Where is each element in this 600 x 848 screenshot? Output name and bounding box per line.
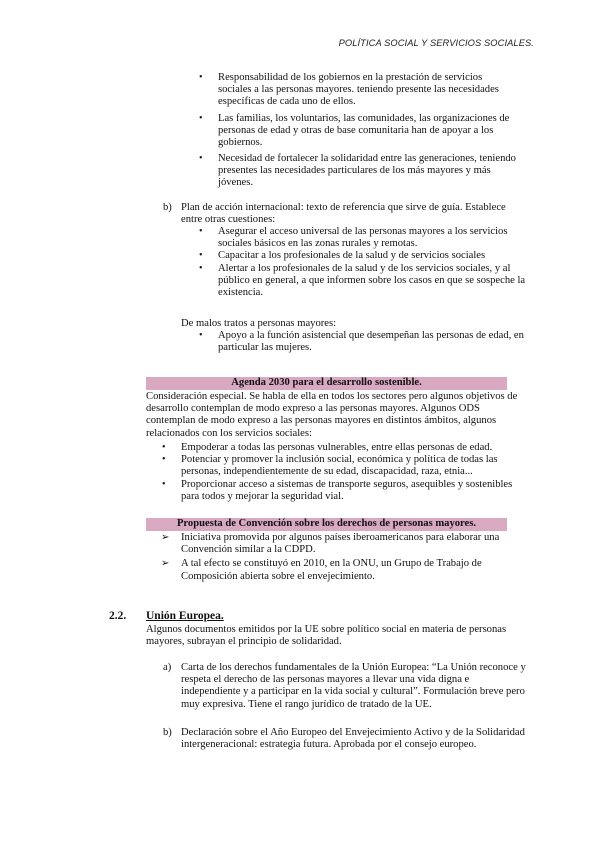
section-title: Unión Europea. (146, 610, 224, 622)
bullet-icon: • (199, 72, 203, 83)
bullet-icon: • (162, 442, 166, 453)
bullet-icon: • (162, 454, 166, 466)
propuesta-heading: Propuesta de Convención sobre los derechos de personas mayores. (146, 518, 507, 531)
agenda-bullet-list (162, 442, 516, 503)
bullet-icon: • (199, 226, 203, 237)
item-b-label: b) (163, 727, 172, 738)
bullet-icon: • (199, 262, 203, 274)
page-header: POLÍTICA SOCIAL Y SERVICIOS SOCIALES. (338, 38, 534, 48)
section-intro: Algunos documentos emitidos por la UE sobre político social en materia de personas mayores, subrayan el principio de solidaridad. (146, 624, 507, 648)
bullet-icon: • (199, 153, 203, 164)
list-item: • Las familias, los voluntarios, las comunidades, las organizaciones de personas de edad y otras de base comunitaria han de apoyar a los gobiernos. (199, 113, 510, 149)
maltrato-bullet-list (199, 330, 530, 354)
plan-intro: Plan de acción internacional: texto de referencia que sirve de guía. Establece entre otras cuestiones: (181, 202, 506, 226)
arrow-icon: ➢ (161, 558, 170, 570)
list-item: ➢ Iniciativa promovida por algunos países iberoamericanos para elaborar una Convención similar a la CDPD. (161, 532, 500, 556)
list-item: • Apoyo a la función asistencial que desempeñan las personas de edad, en particular las mujeres. (199, 330, 524, 354)
list-item: ➢ A tal efecto se constituyó en 2010, en la ONU, un Grupo de Trabajo de Composición abierta sobre el envejecimiento. (161, 558, 482, 582)
agenda-text: Consideración especial. Se habla de ella en todos los sectores pero algunos objetivos de desarrollo contemplan de modo expreso a las personas mayores. Algunos ODS contemplan de modo expreso a las personas mayores en distintos ámbitos, algunos relacionados con los servicios sociales: (146, 391, 518, 439)
list-item: • Proporcionar acceso a sistemas de transporte seguros, asequibles y sostenibles para todos y mejorar la seguridad vial. (162, 478, 513, 502)
bullet-icon: • (199, 330, 203, 341)
section-number: 2.2. (109, 610, 127, 622)
item-b-text: Declaración sobre el Año Europeo del Envejecimiento Activo y de la Solidaridad intergeneracional: estrategia futura. Aprobada por el consejo europeo. (181, 727, 525, 751)
agenda-heading: Agenda 2030 para el desarrollo sostenible. (146, 377, 507, 390)
list-item: • Alertar a los profesionales de la salud y de los servicios sociales, y al público en general, a que informen sobre los casos en que se sospeche la existencia. (199, 262, 526, 299)
bullet-icon: • (199, 113, 203, 124)
item-a-text: Carta de los derechos fundamentales de la Unión Europea: “La Unión reconoce y respeta el derecho de las personas mayores a llevar una vida digna e independiente y a participar en la vida social y cultural”. Formulación breve pero muy expresiva. Tiene el rango jurídico de tratado de la UE. (181, 662, 526, 710)
maltrato-heading: De malos tratos a personas mayores: (181, 318, 337, 329)
bullet-icon: • (162, 478, 166, 490)
propuesta-bullet-list (161, 532, 516, 583)
list-item: • Potenciar y promover la inclusión social, económica y política de todas las personas, independientemente de su edad, discapacidad, raza, etnia... (162, 454, 498, 478)
plan-label: b) (163, 202, 172, 213)
list-item: • Empoderar a todas las personas vulnerables, entre ellas personas de edad. (162, 442, 493, 453)
list-item: • Capacitar a los profesionales de la salud y de servicios sociales (199, 250, 486, 262)
top-bullet-list (199, 72, 518, 190)
list-item: • Necesidad de fortalecer la solidaridad entre las generaciones, teniendo presentes las necesidades particulares de los más mayores y más jóvenes. (199, 153, 516, 189)
item-a-label: a) (163, 662, 172, 673)
list-item: • Asegurar el acceso universal de las personas mayores a los servicios sociales básicos en las zonas rurales y remotas. (199, 226, 508, 250)
bullet-icon: • (199, 250, 203, 262)
plan-bullet-list (199, 226, 528, 299)
arrow-icon: ➢ (161, 532, 170, 543)
list-item: • Responsabilidad de los gobiernos en la prestación de servicios sociales a las personas mayores. teniendo presente las necesidades específicas de cada uno de ellos. (199, 72, 499, 108)
